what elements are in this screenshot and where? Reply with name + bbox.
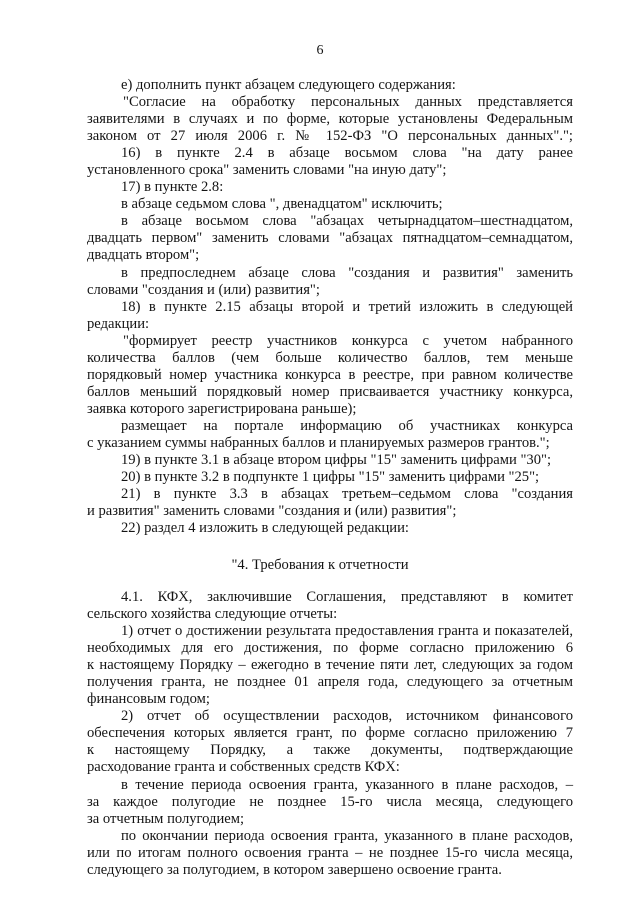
text-line: обеспечения которых является грант, по форме согласно приложению 7	[87, 725, 573, 741]
text-line: 1) отчет о достижении результата предоставления гранта и показателей,	[121, 623, 573, 639]
text-line: 20) в пункте 3.2 в подпункте 1 цифры "15" заменить цифрами "25";	[121, 469, 540, 485]
text-line: и развития" заменить словами "создания и (или) развития";	[87, 503, 457, 519]
text-line: получения гранта, не позднее 01 апреля года, следующего за отчетным	[87, 674, 573, 690]
text-line: по окончании периода освоения гранта, указанного в плане расходов,	[121, 828, 573, 844]
text-line: 18) в пункте 2.15 абзацы второй и третий изложить в следующей	[121, 299, 573, 315]
text-line: е) дополнить пункт абзацем следующего содержания:	[121, 77, 456, 93]
text-line: в абзаце восьмом слова "абзацах четырнадцатом–шестнадцатом,	[121, 213, 573, 229]
text-line: 22) раздел 4 изложить в следующей редакции:	[121, 520, 409, 536]
text-line: или по итогам полного освоения гранта – не позднее 15-го числа месяца,	[87, 845, 573, 861]
text-line: заявителями в случаях и по форме, которые установлены Федеральным	[87, 111, 573, 127]
text-line: 17) в пункте 2.8:	[121, 179, 224, 195]
text-line: словами "создания и (или) развития";	[87, 282, 320, 298]
text-line: 19) в пункте 3.1 в абзаце втором цифры "15" заменить цифрами "30";	[121, 452, 552, 468]
page-number: 6	[316, 43, 324, 58]
text-line: необходимых для его достижения, по форме согласно приложению 6	[87, 640, 573, 656]
text-line: следующего за полугодием, в котором завершено освоение гранта.	[87, 862, 502, 878]
text-line: с указанием суммы набранных баллов и планируемых размеров грантов.";	[87, 435, 550, 451]
text-line: к настоящему Порядку – ежегодно в течение пяти лет, следующих за годом	[87, 657, 573, 673]
text-line: к настоящему Порядку, а также документы, подтверждающие	[87, 742, 573, 758]
text-line: количества баллов (чем больше количество баллов, тем меньше	[87, 350, 573, 366]
text-line: за каждое полугодие не позднее 15-го числа месяца, следующего	[87, 794, 573, 810]
section-heading: "4. Требования к отчетности	[231, 557, 409, 573]
text-line: размещает на портале информацию об участниках конкурса	[121, 418, 573, 434]
text-line: в предпоследнем абзаце слова "создания и развития" заменить	[121, 265, 573, 281]
text-line: установленного срока" заменить словами "на иную дату";	[87, 162, 447, 178]
text-line: в абзаце седьмом слова ", двенадцатом" исключить;	[121, 196, 443, 212]
text-line: заявка которого зарегистрирована раньше);	[87, 401, 357, 417]
text-line: 2) отчет об осуществлении расходов, источником финансового	[121, 708, 573, 724]
text-line: расходование гранта и собственных средств КФХ:	[87, 759, 400, 775]
text-line: 21) в пункте 3.3 в абзацах третьем–седьмом слова "создания	[121, 486, 573, 502]
text-line: "формирует реестр участников конкурса с учетом набранного	[123, 333, 573, 349]
text-line: редакции:	[87, 316, 150, 332]
text-line: двадцать первом" заменить словами "абзацах пятнадцатом–семнадцатом,	[87, 230, 573, 246]
text-line: порядковый номер участника конкурса в реестре, при равном количестве	[87, 367, 573, 383]
text-line: 4.1. КФХ, заключившие Соглашения, представляют в комитет	[121, 589, 573, 605]
text-line: 16) в пункте 2.4 в абзаце восьмом слова "на дату ранее	[121, 145, 573, 161]
text-line: финансовым годом;	[87, 691, 210, 707]
text-line: в течение периода освоения гранта, указанного в плане расходов, –	[121, 777, 573, 793]
text-line: "Согласие на обработку персональных данных представляется	[123, 94, 573, 110]
text-line: баллов меньший порядковый номер присваивается участнику конкурса,	[87, 384, 573, 400]
text-line: законом от 27 июля 2006 г. № 152-ФЗ "О персональных данных".";	[87, 128, 573, 144]
text-line: двадцать втором";	[87, 247, 200, 263]
text-line: сельского хозяйства следующие отчеты:	[87, 606, 338, 622]
text-line: за отчетным полугодием;	[87, 811, 245, 827]
